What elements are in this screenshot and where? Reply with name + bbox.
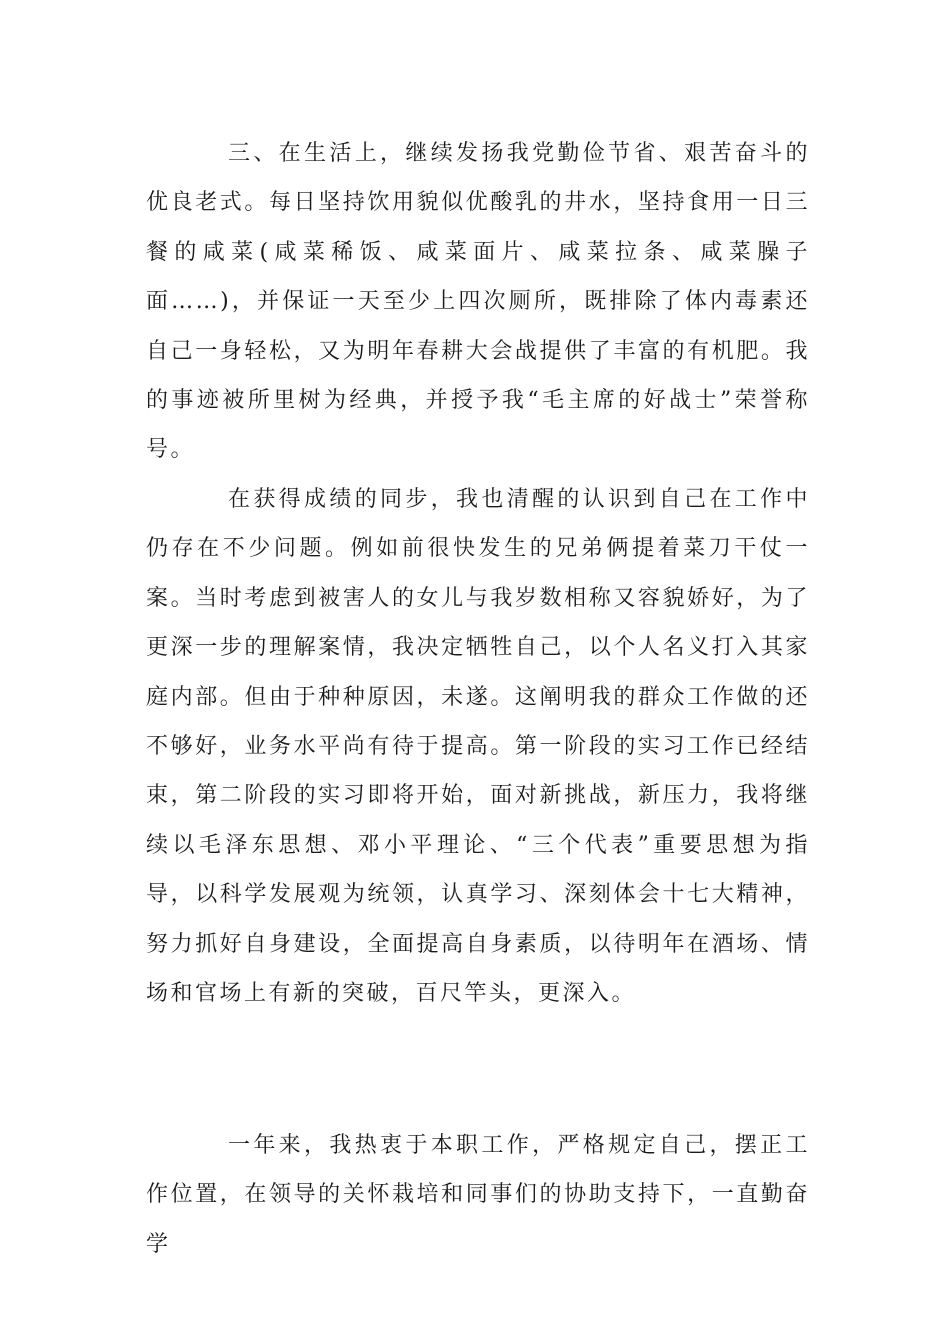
paragraph-year-summary: 一年来，我热衷于本职工作，严格规定自己，摆正工作位置，在领导的关怀栽培和同事们的协助支持下，一直勤奋学 bbox=[146, 1133, 810, 1257]
paragraph-life-frugality: 三、在生活上，继续发扬我党勤俭节省、艰苦奋斗的优良老式。每日坚持饮用貌似优酸乳的井水，坚持食用一日三餐的咸菜(咸菜稀饭、咸菜面片、咸菜拉条、咸菜臊子面……)，并保证一天至少上四次厕所，既排除了体内毒素还自己一身轻松，又为明年春耕大会战提供了丰富的有机肥。我的事迹被所里树为经典，并授予我“毛主席的好战士”荣誉称号。 bbox=[146, 141, 810, 463]
paragraph-problems-and-plans: 在获得成绩的同步，我也清醒的认识到自己在工作中仍存在不少问题。例如前很快发生的兄弟俩提着菜刀干仗一案。当时考虑到被害人的女儿与我岁数相称又容貌娇好，为了更深一步的理解案情，我决定牺牲自己，以个人名义打入其家庭内部。但由于种种原因，未遂。这阐明我的群众工作做的还不够好，业务水平尚有待于提高。第一阶段的实习工作已经结束，第二阶段的实习即将开始，面对新挑战，新压力，我将继续以毛泽东思想、邓小平理论、“三个代表”重要思想为指导，以科学发展观为统领，认真学习、深刻体会十七大精神，努力抓好自身建设，全面提高自身素质，以待明年在酒场、情场和官场上有新的突破，百尺竿头，更深入。 bbox=[146, 487, 810, 1007]
